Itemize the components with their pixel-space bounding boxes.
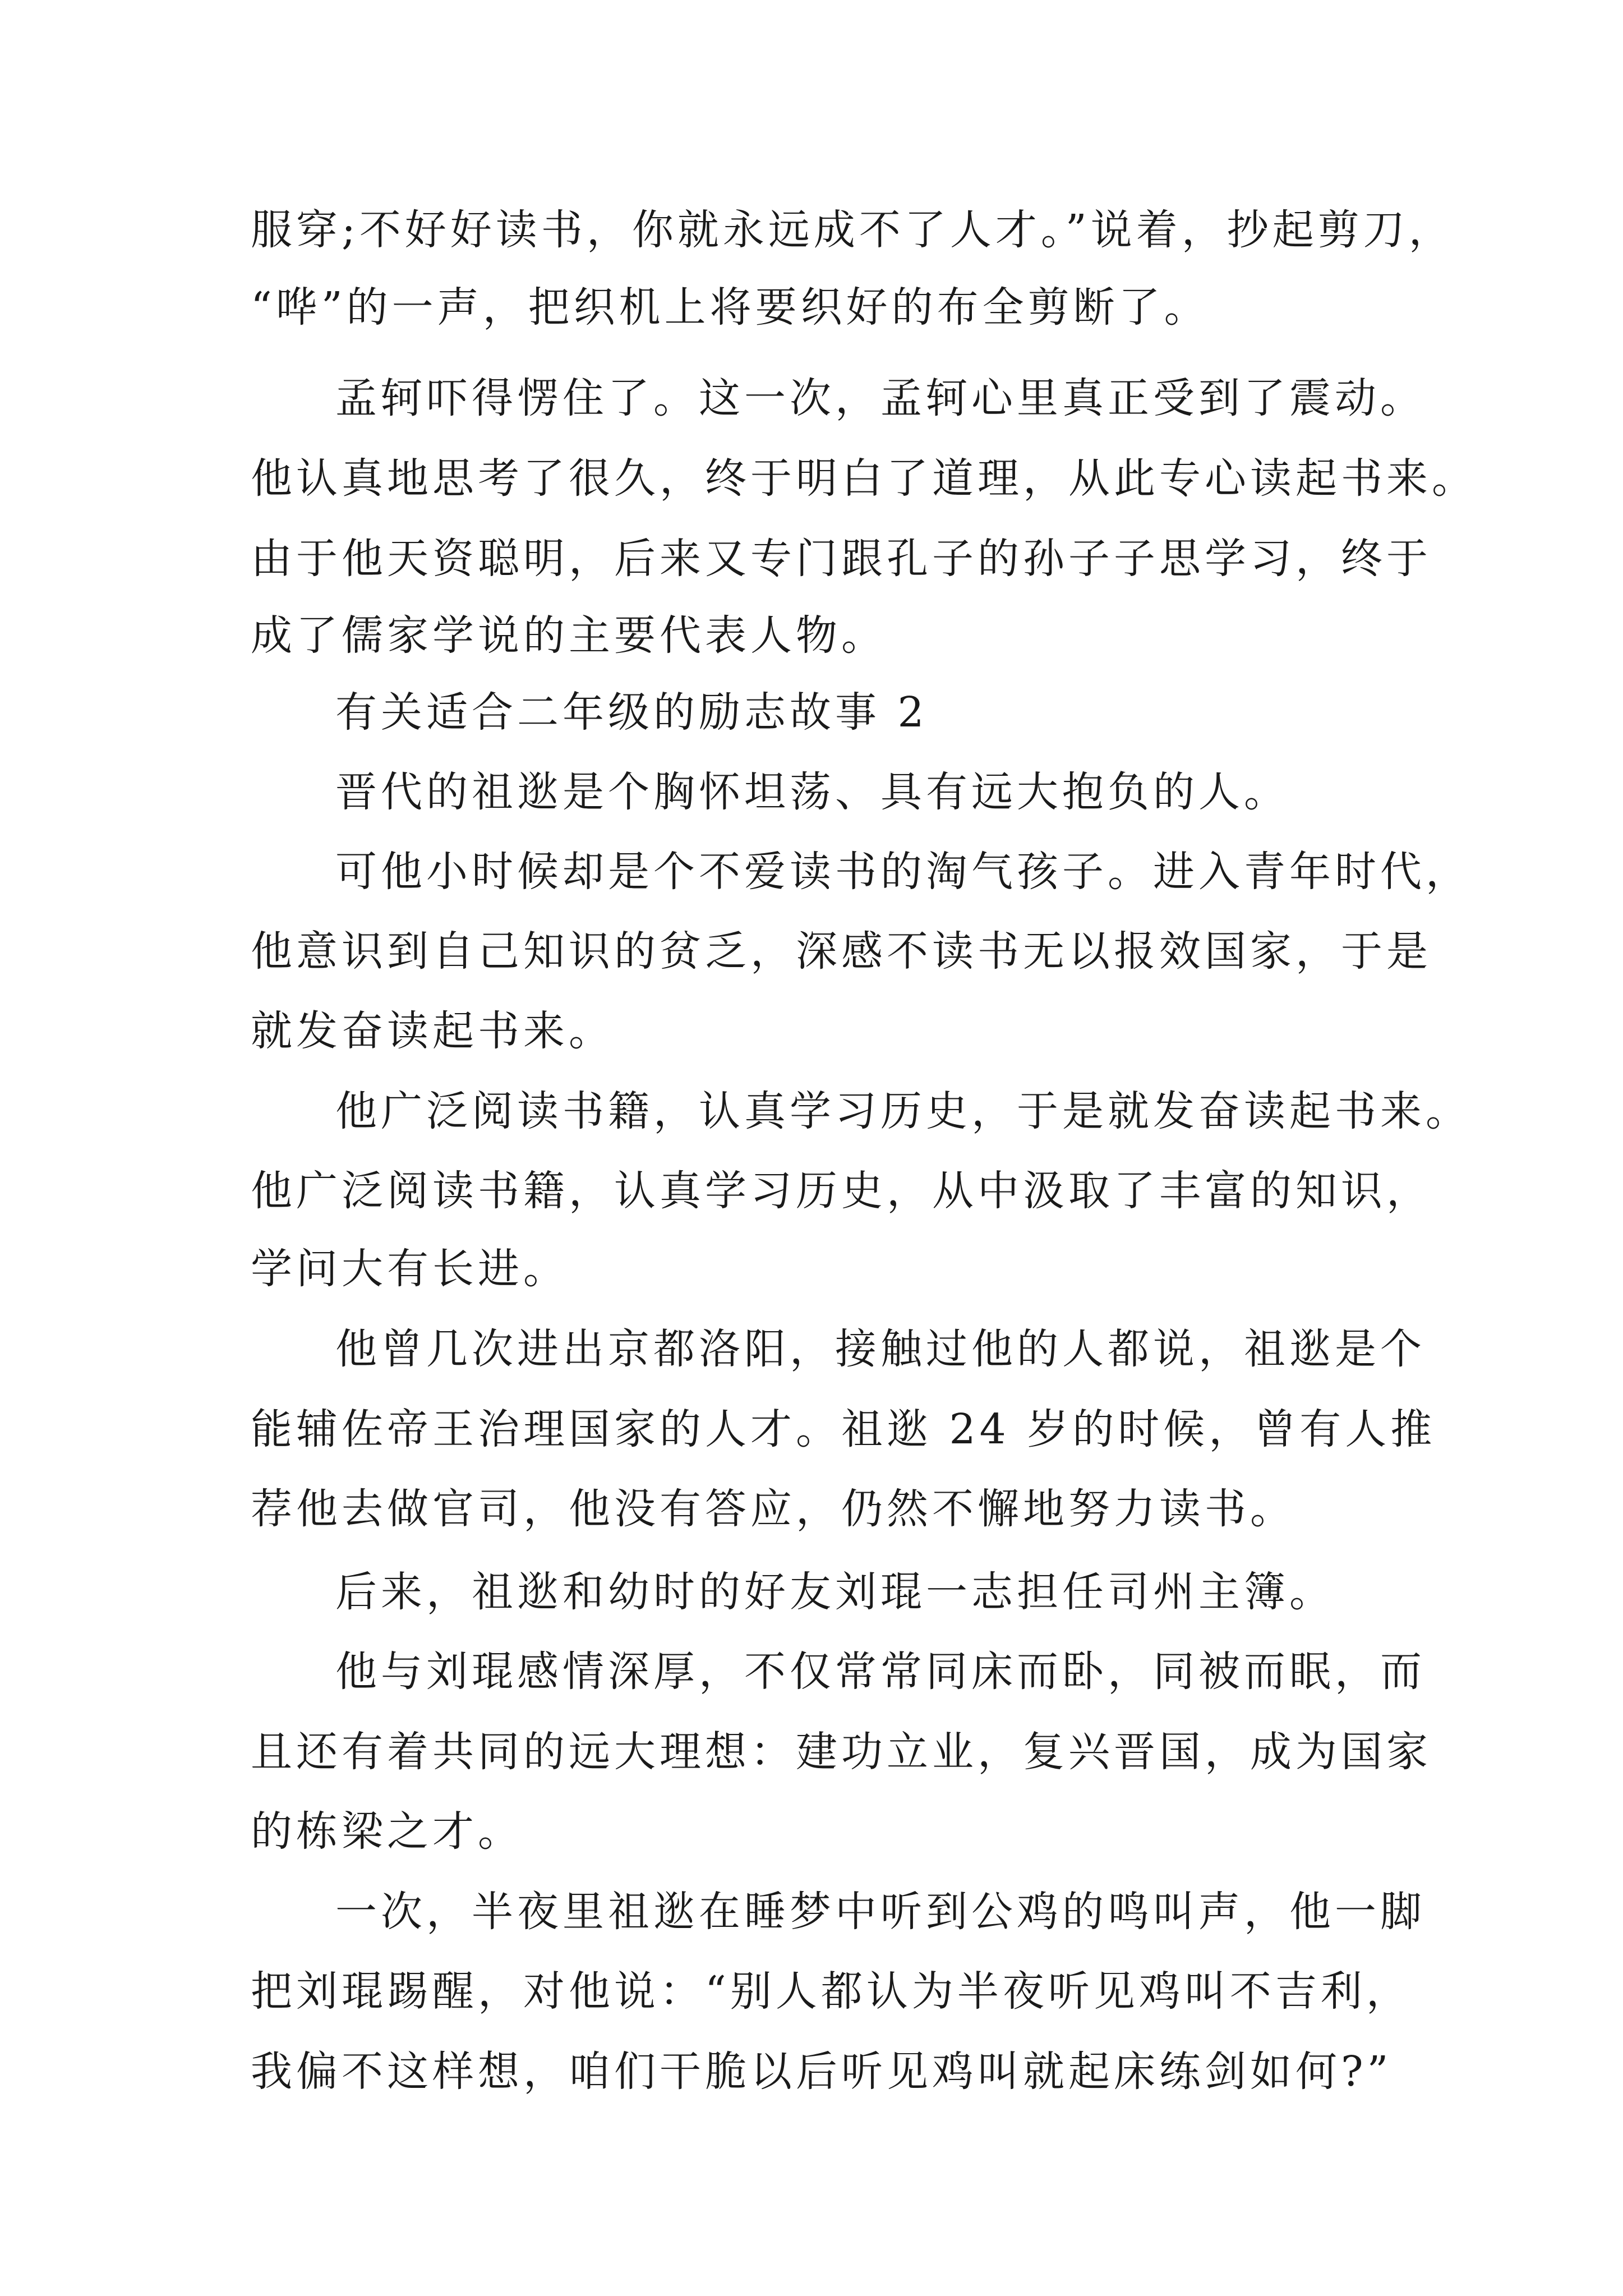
text-line: 且还有着共同的远大理想：建功立业，复兴晋国，成为国家 bbox=[251, 1728, 1432, 1776]
text-line: 可他小时候却是个不爱读书的淘气孩子。进入青年时代， bbox=[335, 848, 1471, 896]
text-line: 成了儒家学说的主要代表人物。 bbox=[251, 611, 887, 660]
text-line: 我偏不这样想，咱们干脆以后听见鸡叫就起床练剑如何?” bbox=[251, 2047, 1393, 2096]
text-line: 学问大有长进。 bbox=[251, 1245, 569, 1293]
text-line: 晋代的祖逖是个胸怀坦荡、具有远大抱负的人。 bbox=[335, 768, 1289, 816]
section-heading: 有关适合二年级的励志故事 2 bbox=[335, 688, 928, 737]
text-line: 就发奋读起书来。 bbox=[251, 1007, 614, 1055]
text-line: 的栋梁之才。 bbox=[251, 1807, 523, 1856]
text-line: 由于他天资聪明，后来又专门跟孔子的孙子子思学习，终于 bbox=[251, 535, 1432, 583]
text-line: 他与刘琨感情深厚，不仅常常同床而卧，同被而眠，而 bbox=[335, 1648, 1426, 1696]
text-line: 服穿;不好好读书，你就永远成不了人才。”说着，抄起剪刀， bbox=[251, 206, 1454, 254]
text-line: 能辅佐帝王治理国家的人才。祖逖 24 岁的时候，曾有人推 bbox=[251, 1405, 1436, 1453]
text-line: 他意识到自己知识的贫乏，深感不读书无以报效国家，于是 bbox=[251, 927, 1432, 976]
text-line: 他广泛阅读书籍，认真学习历史，于是就发奋读起书来。 bbox=[335, 1087, 1471, 1135]
text-line: 荐他去做官司，他没有答应，仍然不懈地努力读书。 bbox=[251, 1485, 1295, 1533]
text-line: “哗”的一声，把织机上将要织好的布全剪断了。 bbox=[251, 283, 1210, 332]
text-line: 把刘琨踢醒，对他说：“别人都认为半夜听见鸡叫不吉利， bbox=[251, 1967, 1412, 2016]
text-line: 他广泛阅读书籍，认真学习历史，从中汲取了丰富的知识， bbox=[251, 1167, 1432, 1215]
text-line: 一次，半夜里祖逖在睡梦中听到公鸡的鸣叫声，他一脚 bbox=[335, 1888, 1426, 1936]
text-line: 后来，祖逖和幼时的好友刘琨一志担任司州主簿。 bbox=[335, 1568, 1335, 1616]
text-line: 他曾几次进出京都洛阳，接触过他的人都说，祖逖是个 bbox=[335, 1325, 1426, 1373]
text-line: 孟轲吓得愣住了。这一次，孟轲心里真正受到了震动。 bbox=[335, 374, 1426, 422]
text-line: 他认真地思考了很久，终于明白了道理，从此专心读起书来。 bbox=[251, 454, 1477, 503]
